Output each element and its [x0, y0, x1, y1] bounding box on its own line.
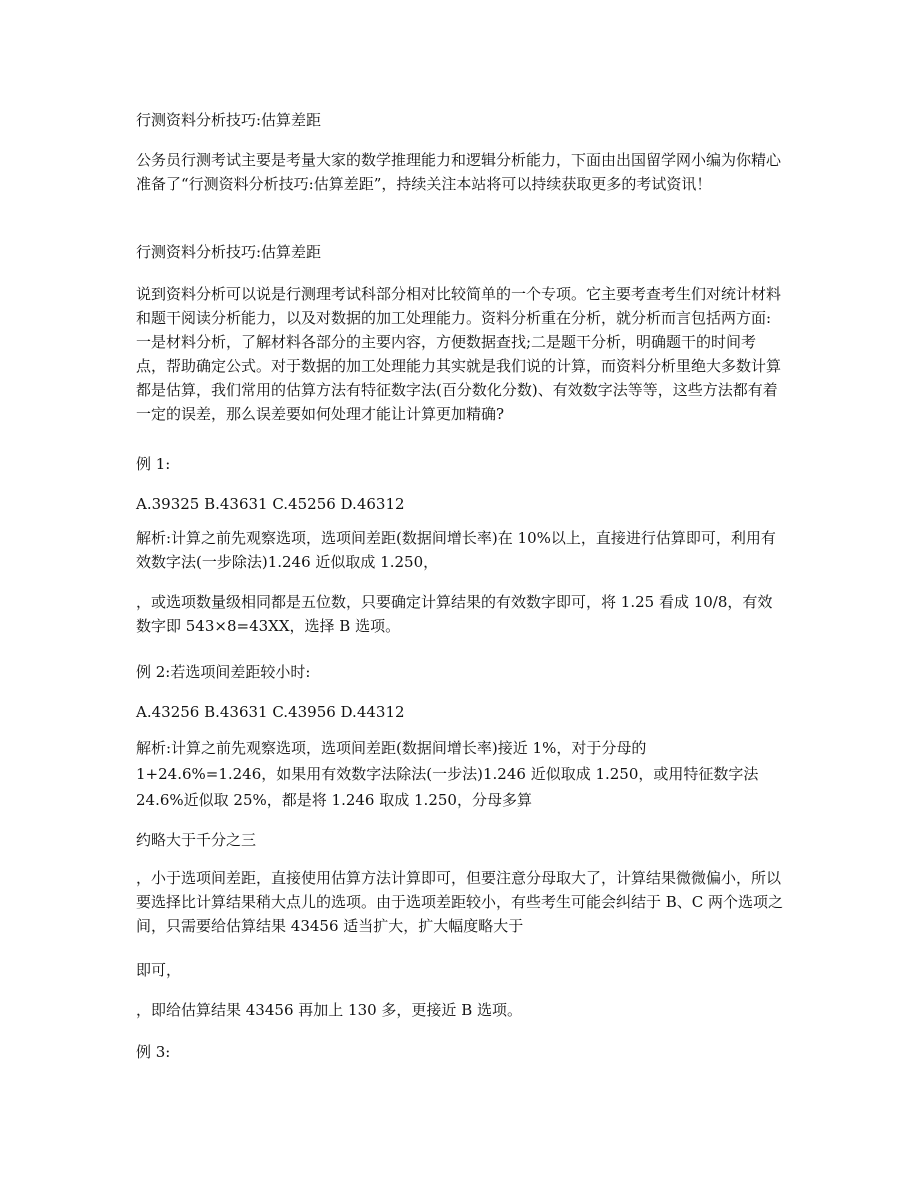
- example-2-options: A.43256 B.43631 C.43956 D.44312: [136, 703, 405, 721]
- example-2-continuation: ，小于选项间差距，直接使用估算方法计算即可，但要注意分母取大了，计算结果微微偏小，所以要选择比计算结果稍大点儿的选项。由于选项差距较小，有些考生可能会纠结于 B、C 两个选项之间，只需要给估算结果 43456 适当扩大，扩大幅度略大于: [136, 869, 784, 935]
- example-1-analysis: 解析:计算之前先观察选项，选项间差距(数据间增长率)在 10%以上，直接进行估算即可，利用有效数字法(一步除法)1.246 近似取成 1.250，: [136, 529, 776, 571]
- section-subtitle: 行测资料分析技巧:估算差距: [136, 243, 322, 261]
- document-title: 行测资料分析技巧:估算差距: [136, 111, 322, 129]
- overview-paragraph: 说到资料分析可以说是行测理考试科部分相对比较简单的一个专项。它主要考查考生们对统计材料和题干阅读分析能力，以及对数据的加工处理能力。资料分析重在分析，就分析而言包括两方面:一是材料分析，了解材料各部分的主要内容，方便数据查找;二是题干分析，明确题干的时间考点，帮助确定公式。对于数据的加工处理能力其实就是我们说的计算，而资料分析里绝大多数计算都是估算，我们常用的估算方法有特征数字法(百分数化分数)、有效数字法等等，这些方法都有着一定的误差，那么误差要如何处理才能让计算更加精确?: [136, 285, 782, 423]
- example-2-analysis-line-2: 1+24.6%=1.246，如果用有效数字法除法(一步法)1.246 近似取成 1.250，或用特征数字法: [136, 765, 759, 783]
- example-3-label: 例 3:: [136, 1043, 171, 1061]
- example-2-analysis-line-1: 解析:计算之前先观察选项，选项间差距(数据间增长率)接近 1%，对于分母的: [136, 739, 647, 757]
- example-1-continuation: ，或选项数量级相同都是五位数，只要确定计算结果的有效数字即可，将 1.25 看成 10/8，有效数字即 543×8=43XX，选择 B 选项。: [136, 593, 773, 635]
- example-2-immediate: 即可，: [136, 961, 182, 979]
- example-2-analysis-line-3: 24.6%近似取 25%，都是将 1.246 取成 1.250，分母多算: [136, 791, 532, 809]
- example-2-result: ，即给估算结果 43456 再加上 130 多，更接近 B 选项。: [136, 1001, 522, 1019]
- example-1-label: 例 1:: [136, 455, 171, 473]
- intro-paragraph: 公务员行测考试主要是考量大家的数学推理能力和逻辑分析能力，下面由出国留学网小编为你精心准备了“行测资料分析技巧:估算差距”，持续关注本站将可以持续获取更多的考试资讯！: [136, 151, 782, 193]
- example-2-label: 例 2:若选项间差距较小时:: [136, 663, 311, 681]
- example-1-options: A.39325 B.43631 C.45256 D.46312: [136, 495, 405, 513]
- example-2-approximation: 约略大于千分之三: [136, 831, 257, 849]
